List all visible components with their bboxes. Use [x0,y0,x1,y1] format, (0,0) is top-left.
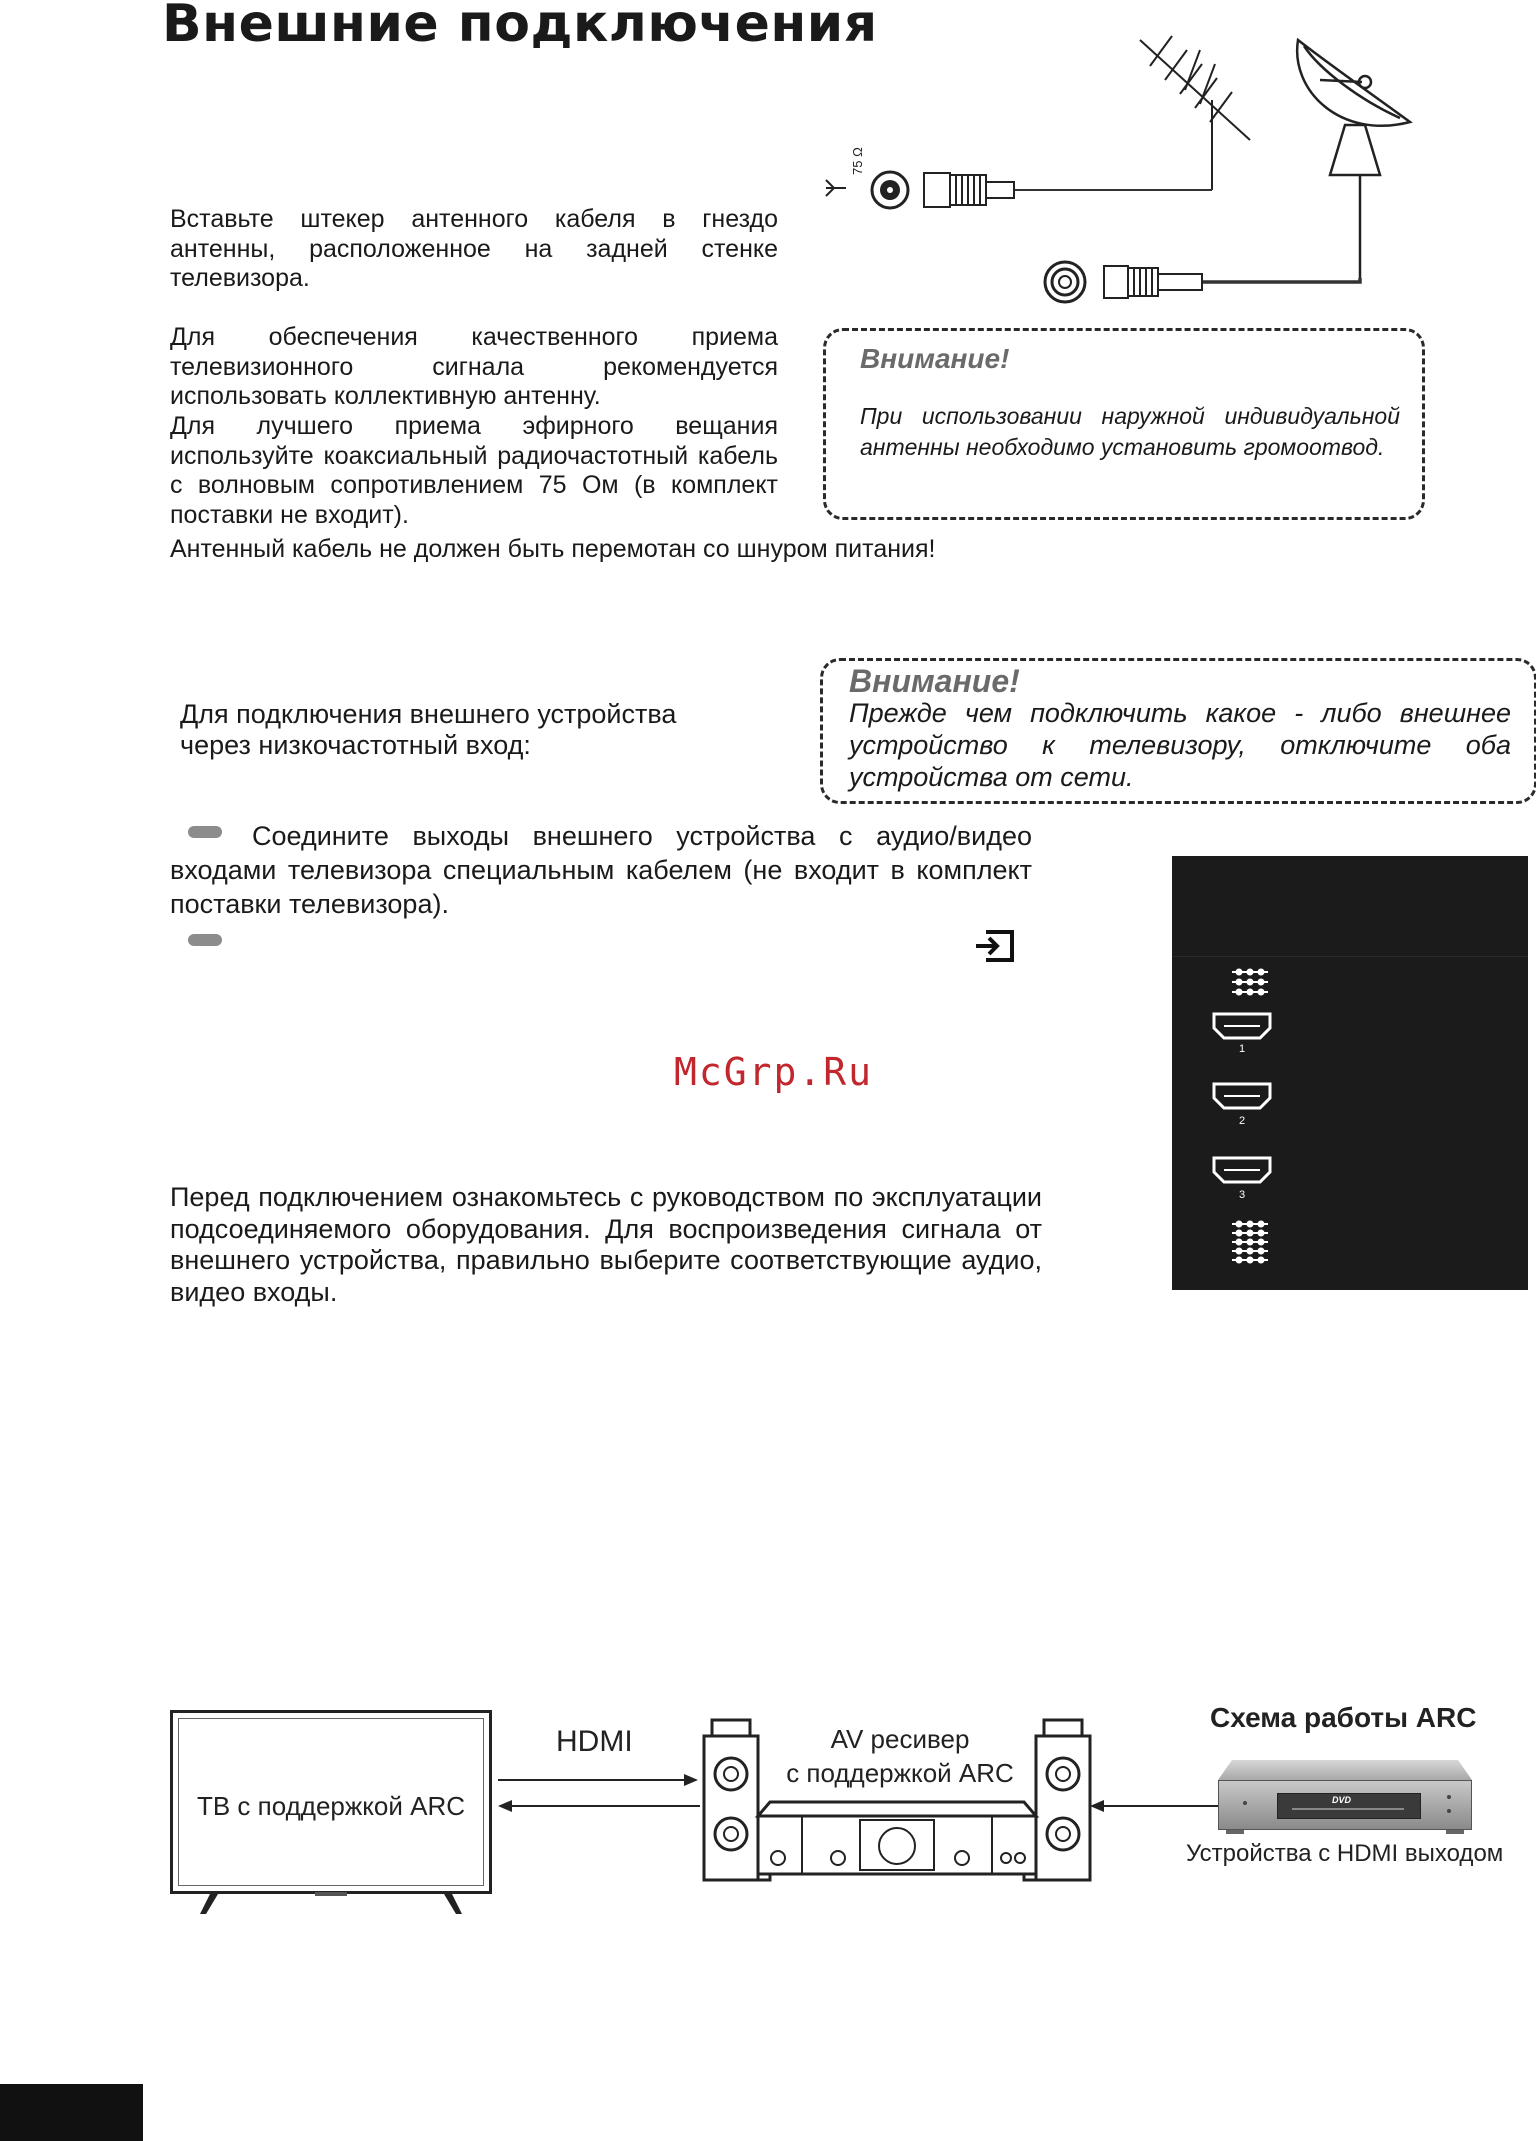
source-menu-panel [1172,856,1528,1290]
lightning-warning-box [823,328,1425,520]
external-device-intro: Для подключения внешнего устройства через низкочастотный вход: [180,699,677,760]
arc-diagram-title: Схема работы ARC [1210,1702,1477,1733]
antenna-socket-icon [826,147,908,208]
yagi-antenna-icon [1140,36,1250,190]
antenna-cable-warning: Антенный кабель не должен быть перемотан со шнуром питания! [170,535,936,563]
hdmi-arrows [494,1766,704,1816]
tv-stand-icon [170,1892,492,1918]
antenna-instruction-paragraph: Вставьте штекер антенного кабеля в гнездо антенны, расположенное на задней стенке телевизора. [170,205,778,292]
antenna-plug-icon [924,173,1014,207]
socket-label: 75 Ω [850,147,865,175]
antenna-connection-illustration [820,30,1440,310]
page-number-tab [0,2084,143,2141]
hdmi-icon [1214,1158,1270,1182]
satellite-dish-icon [1297,40,1410,280]
component-input-icon [1232,1221,1268,1263]
watermark: McGrp.Ru [674,1050,874,1094]
step-bullet-2 [188,934,222,946]
warning-text: Прежде чем подключить какое - либо внешнее устройство к телевизору, отключите оба устройства от сети. [849,698,1511,792]
tv-illustration [170,1710,492,1894]
receiver-label-line1: AV ресивер [830,1724,970,1754]
hdmi-number: 1 [1239,1043,1246,1055]
receiver-label-line2: с поддержкой ARC [786,1758,1014,1788]
warning-text: При использовании наружной индивидуальной антенны необходимо установить громоотвод. [860,403,1400,460]
hdmi-label: HDMI [556,1725,633,1758]
hdmi-device-label: Устройства с HDMI выходом [1186,1840,1504,1867]
page-title: Внешние подключения [162,0,878,54]
receiver-unit-icon [758,1802,1036,1880]
device-to-receiver-arrow [1086,1794,1226,1818]
hdmi-number: 2 [1239,1115,1246,1127]
warning-title: Внимание! [849,663,1020,699]
warning-title: Внимание! [860,343,1010,374]
av-input-icon [1232,969,1268,995]
power-off-warning-box [820,658,1536,804]
step-1-text: Соедините выходы внешнего устройства с аудио/видео входами телевизора специальным кабелем (не входит в комплект поставки телевизора). [170,821,1032,919]
av-receiver-illustration [700,1716,1096,1882]
antenna-recommendation-paragraph: Для обеспечения качественного приема телевизионного сигнала рекомендуется использовать коллективную антенну. [170,323,778,410]
speaker-left-icon [704,1720,758,1880]
satellite-plug-icon [1104,266,1202,298]
input-source-icon [972,928,1018,964]
speaker-right-icon [1036,1720,1090,1880]
tv-label: ТВ с поддержкой ARC [196,1791,466,1821]
satellite-socket-icon [1045,262,1085,302]
dvd-logo: DVD [1332,1795,1352,1805]
hdmi-icon [1214,1014,1270,1038]
dvd-player-illustration [1218,1760,1472,1834]
hdmi-icon [1214,1084,1270,1108]
connection-note-paragraph: Перед подключением ознакомьтесь с руководством по эксплуатации подсоединяемого оборудования. Для воспроизведения сигнала от внешнего устройства, правильно выберите соответствующие аудио, видео входы. [170,1182,1042,1307]
antenna-cable-paragraph: Для лучшего приема эфирного вещания используйте коаксиальный радиочастотный кабель с волновым сопротивлением 75 Ом (в комплект поставки не входит). [170,412,778,529]
hdmi-number: 3 [1239,1189,1246,1201]
